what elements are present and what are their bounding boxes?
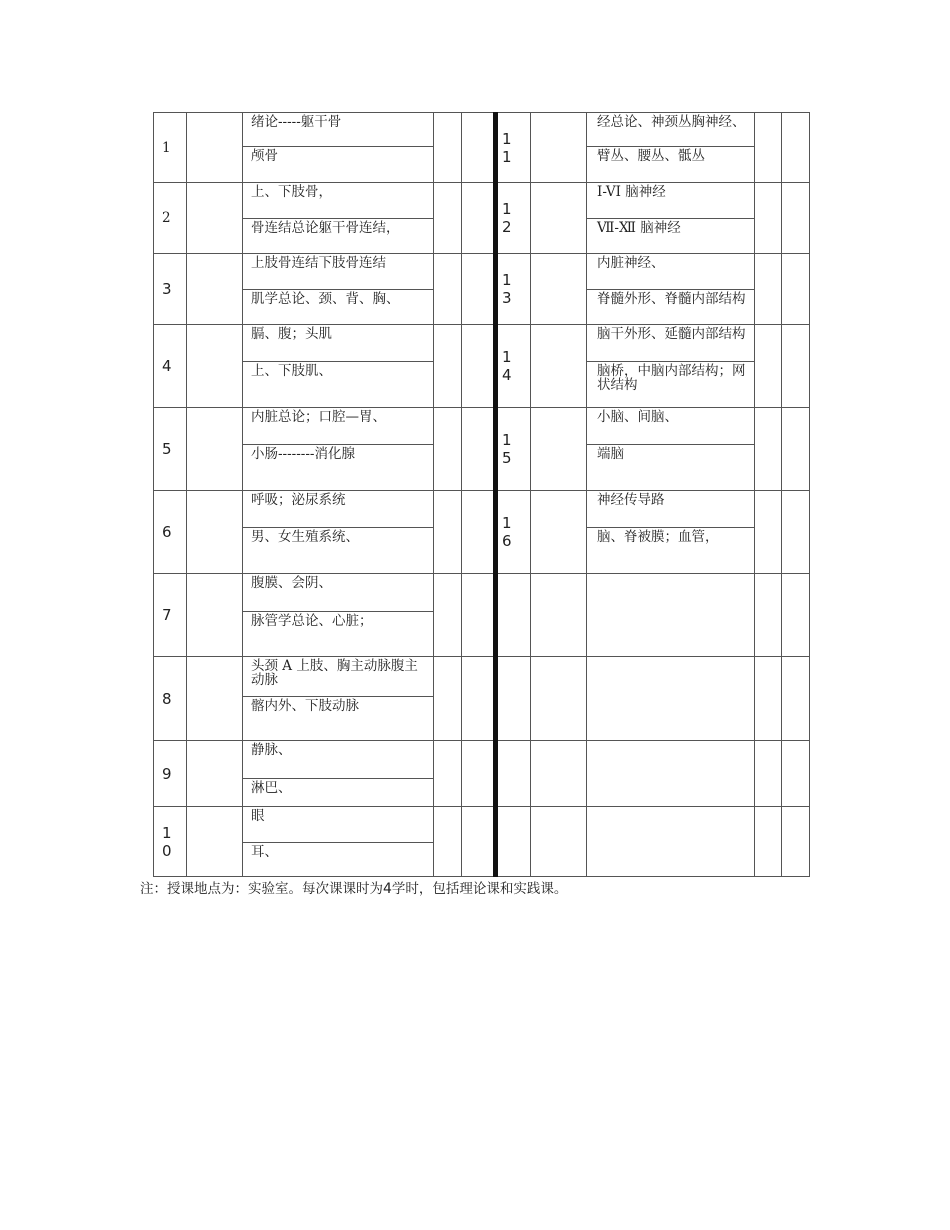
week-number: 3: [154, 254, 187, 325]
week-number: 1 1: [496, 113, 531, 183]
schedule-row: [154, 113, 810, 183]
date-cell: [187, 254, 243, 325]
hours-cell: [755, 408, 782, 491]
schedule-row: [154, 325, 810, 408]
remark-cell: [782, 807, 810, 877]
remark-cell: [782, 657, 810, 741]
week-number: 2: [154, 183, 187, 254]
schedule-row: [154, 491, 810, 574]
hours-cell: [755, 657, 782, 741]
schedule-row: [154, 183, 810, 254]
content-item: 脑、脊被膜；血管，: [597, 529, 719, 545]
week-number: 1 2: [496, 183, 531, 254]
content-cell: [587, 807, 755, 877]
content-item: 端脑: [597, 446, 624, 462]
week-number: 1 0: [154, 807, 187, 877]
week-number: 1 6: [496, 491, 531, 574]
date-cell: [531, 254, 587, 325]
schedule-row: [154, 408, 810, 491]
hours-cell: [434, 325, 462, 408]
content-cell: [587, 491, 755, 574]
remark-cell: [782, 113, 810, 183]
hours-cell: [434, 657, 462, 741]
week-number: [496, 807, 531, 877]
content-item: 神经传导路: [587, 491, 754, 528]
content-cell: [243, 408, 434, 491]
content-item: 膈、腹；头肌: [243, 325, 433, 362]
schedule-row: [154, 807, 810, 877]
hours-cell: [434, 807, 462, 877]
content-item: 眼: [243, 807, 433, 843]
remark-cell: [782, 741, 810, 807]
schedule-row: [154, 254, 810, 325]
remark-cell: [462, 325, 496, 408]
hours-cell: [434, 113, 462, 183]
content-item: 脑桥，中脑内部结构；网状结构: [597, 363, 746, 393]
content-item: 骨连结总论躯干骨连结，: [251, 220, 400, 236]
week-number: 4: [154, 325, 187, 408]
content-item: 脑干外形、延髓内部结构: [587, 325, 754, 362]
remark-cell: [462, 741, 496, 807]
content-cell: [243, 491, 434, 574]
hours-cell: [755, 183, 782, 254]
remark-cell: [782, 574, 810, 657]
remark-cell: [462, 408, 496, 491]
date-cell: [187, 408, 243, 491]
hours-cell: [755, 741, 782, 807]
content-item: 脉管学总论、心脏；: [251, 613, 373, 629]
content-item: 腹膜、会阴、: [243, 574, 433, 612]
remark-cell: [462, 657, 496, 741]
content-item: 肌学总论、颈、背、胸、: [251, 291, 400, 307]
date-cell: [187, 807, 243, 877]
hours-cell: [434, 491, 462, 574]
content-item: 内脏神经、: [587, 254, 754, 290]
hours-cell: [755, 325, 782, 408]
content-cell: [587, 325, 755, 408]
hours-cell: [755, 113, 782, 183]
date-cell: [531, 807, 587, 877]
content-cell: [587, 574, 755, 657]
week-number: [496, 657, 531, 741]
content-item: 淋巴、: [251, 780, 292, 796]
footnote-suffix: 学时，包括理论课和实践课。: [391, 881, 568, 897]
content-cell: [243, 574, 434, 657]
content-cell: [243, 325, 434, 408]
remark-cell: [462, 574, 496, 657]
hours-cell: [755, 574, 782, 657]
week-number: 9: [154, 741, 187, 807]
remark-cell: [782, 325, 810, 408]
content-item: 臂丛、腰丛、骶丛: [597, 148, 705, 164]
content-item: 小脑、间脑、: [587, 408, 754, 445]
content-cell: [587, 113, 755, 183]
schedule-table: [153, 112, 810, 877]
date-cell: [531, 491, 587, 574]
content-item: 头颈 A 上肢、胸主动脉腹主动脉: [243, 657, 433, 697]
footnote-hours: 4: [383, 881, 392, 897]
content-cell: [587, 254, 755, 325]
date-cell: [187, 741, 243, 807]
week-number: [496, 574, 531, 657]
content-item: 经总论、神颈丛胸神经、: [587, 113, 754, 147]
schedule-row: [154, 741, 810, 807]
date-cell: [187, 113, 243, 183]
content-cell: [243, 183, 434, 254]
content-item: 耳、: [251, 844, 278, 860]
week-number: [496, 741, 531, 807]
content-cell: [243, 807, 434, 877]
hours-cell: [755, 491, 782, 574]
hours-cell: [755, 807, 782, 877]
hours-cell: [434, 574, 462, 657]
remark-cell: [782, 408, 810, 491]
content-cell: [587, 741, 755, 807]
week-number: 5: [154, 408, 187, 491]
content-item: 上、下肢肌、: [251, 363, 332, 379]
remark-cell: [782, 491, 810, 574]
date-cell: [531, 657, 587, 741]
date-cell: [187, 183, 243, 254]
date-cell: [531, 574, 587, 657]
remark-cell: [462, 183, 496, 254]
content-cell: [587, 657, 755, 741]
week-number: 8: [154, 657, 187, 741]
week-number: 1 5: [496, 408, 531, 491]
hours-cell: [434, 741, 462, 807]
date-cell: [531, 113, 587, 183]
date-cell: [187, 657, 243, 741]
remark-cell: [462, 807, 496, 877]
week-number: 1 4: [496, 325, 531, 408]
hours-cell: [755, 254, 782, 325]
content-item: 小肠--------消化腺: [251, 446, 355, 462]
schedule-row: [154, 657, 810, 741]
content-item: 上肢骨连结下肢骨连结: [243, 254, 433, 290]
content-item: 绪论-----躯干骨: [243, 113, 433, 147]
schedule-row: [154, 574, 810, 657]
content-item: 男、女生殖系统、: [251, 529, 359, 545]
hours-cell: [434, 254, 462, 325]
remark-cell: [782, 183, 810, 254]
remark-cell: [462, 113, 496, 183]
content-item: 脊髓外形、脊髓内部结构: [597, 291, 746, 307]
date-cell: [531, 741, 587, 807]
content-cell: [243, 113, 434, 183]
footnote: [140, 877, 567, 897]
content-item: Ⅶ-Ⅻ 脑神经: [597, 220, 681, 236]
content-item: 上、下肢骨，: [243, 183, 433, 219]
week-number: 6: [154, 491, 187, 574]
date-cell: [187, 325, 243, 408]
content-item: I-VI 脑神经: [587, 183, 754, 219]
date-cell: [531, 325, 587, 408]
week-number: 1: [154, 113, 187, 183]
remark-cell: [462, 254, 496, 325]
content-item: 髂内外、下肢动脉: [251, 698, 359, 714]
footnote-prefix: 注：授课地点为：实验室。每次课课时为: [140, 881, 383, 897]
content-item: 颅骨: [251, 148, 278, 164]
date-cell: [187, 574, 243, 657]
week-number: 1 3: [496, 254, 531, 325]
content-item: 呼吸；泌尿系统: [243, 491, 433, 528]
hours-cell: [434, 408, 462, 491]
content-cell: [243, 741, 434, 807]
hours-cell: [434, 183, 462, 254]
content-item: 静脉、: [243, 741, 433, 779]
content-cell: [243, 657, 434, 741]
content-item: 内脏总论；口腔—胃、: [243, 408, 433, 445]
content-cell: [587, 183, 755, 254]
date-cell: [531, 183, 587, 254]
week-number: 7: [154, 574, 187, 657]
content-cell: [243, 254, 434, 325]
content-cell: [587, 408, 755, 491]
date-cell: [187, 491, 243, 574]
date-cell: [531, 408, 587, 491]
remark-cell: [782, 254, 810, 325]
remark-cell: [462, 491, 496, 574]
